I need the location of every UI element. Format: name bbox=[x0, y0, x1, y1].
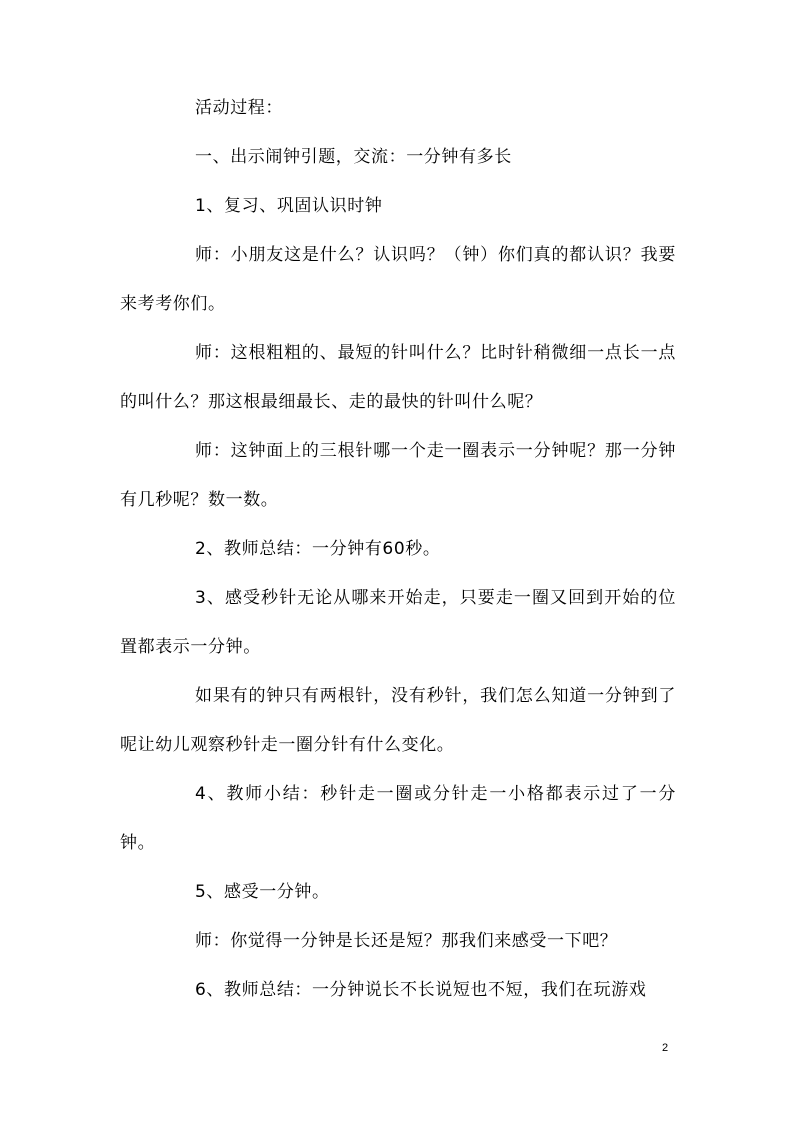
paragraph-step-4: 4、教师小结：秒针走一圈或分针走一小格都表示过了一分钟。 bbox=[120, 784, 676, 853]
paragraph-teacher-question-4: 师：你觉得一分钟是长还是短？那我们来感受一下吧？ bbox=[195, 931, 618, 951]
paragraph-section-one: 一、出示闹钟引题，交流：一分钟有多长 bbox=[195, 147, 512, 167]
paragraph-teacher-question-2: 师：这根粗粗的、最短的针叫什么？比时针稍微细一点长一点的叫什么？那这根最细最长、走的最快的针叫什么呢？ bbox=[120, 343, 676, 412]
paragraph-step-2: 2、教师总结：一分钟有60秒。 bbox=[195, 539, 441, 559]
paragraph-teacher-question-1: 师：小朋友这是什么？认识吗？（钟）你们真的都认识？我要来考考你们。 bbox=[120, 245, 676, 314]
paragraph-step-5: 5、感受一分钟。 bbox=[195, 882, 330, 902]
paragraph-two-hands: 如果有的钟只有两根针，没有秒针，我们怎么知道一分钟到了呢让幼儿观察秒针走一圈分针有什么变化。 bbox=[120, 686, 676, 755]
paragraph-teacher-question-3: 师：这钟面上的三根针哪一个走一圈表示一分钟呢？那一分钟有几秒呢？数一数。 bbox=[120, 441, 676, 510]
page-number: 2 bbox=[662, 1042, 669, 1054]
paragraph-activity-process: 活动过程： bbox=[195, 98, 283, 118]
paragraph-step-1: 1、复习、巩固认识时钟 bbox=[195, 196, 383, 216]
paragraph-step-3: 3、感受秒针无论从哪来开始走，只要走一圈又回到开始的位置都表示一分钟。 bbox=[120, 588, 676, 657]
paragraph-step-6: 6、教师总结：一分钟说长不长说短也不短，我们在玩游戏 bbox=[195, 980, 647, 1000]
